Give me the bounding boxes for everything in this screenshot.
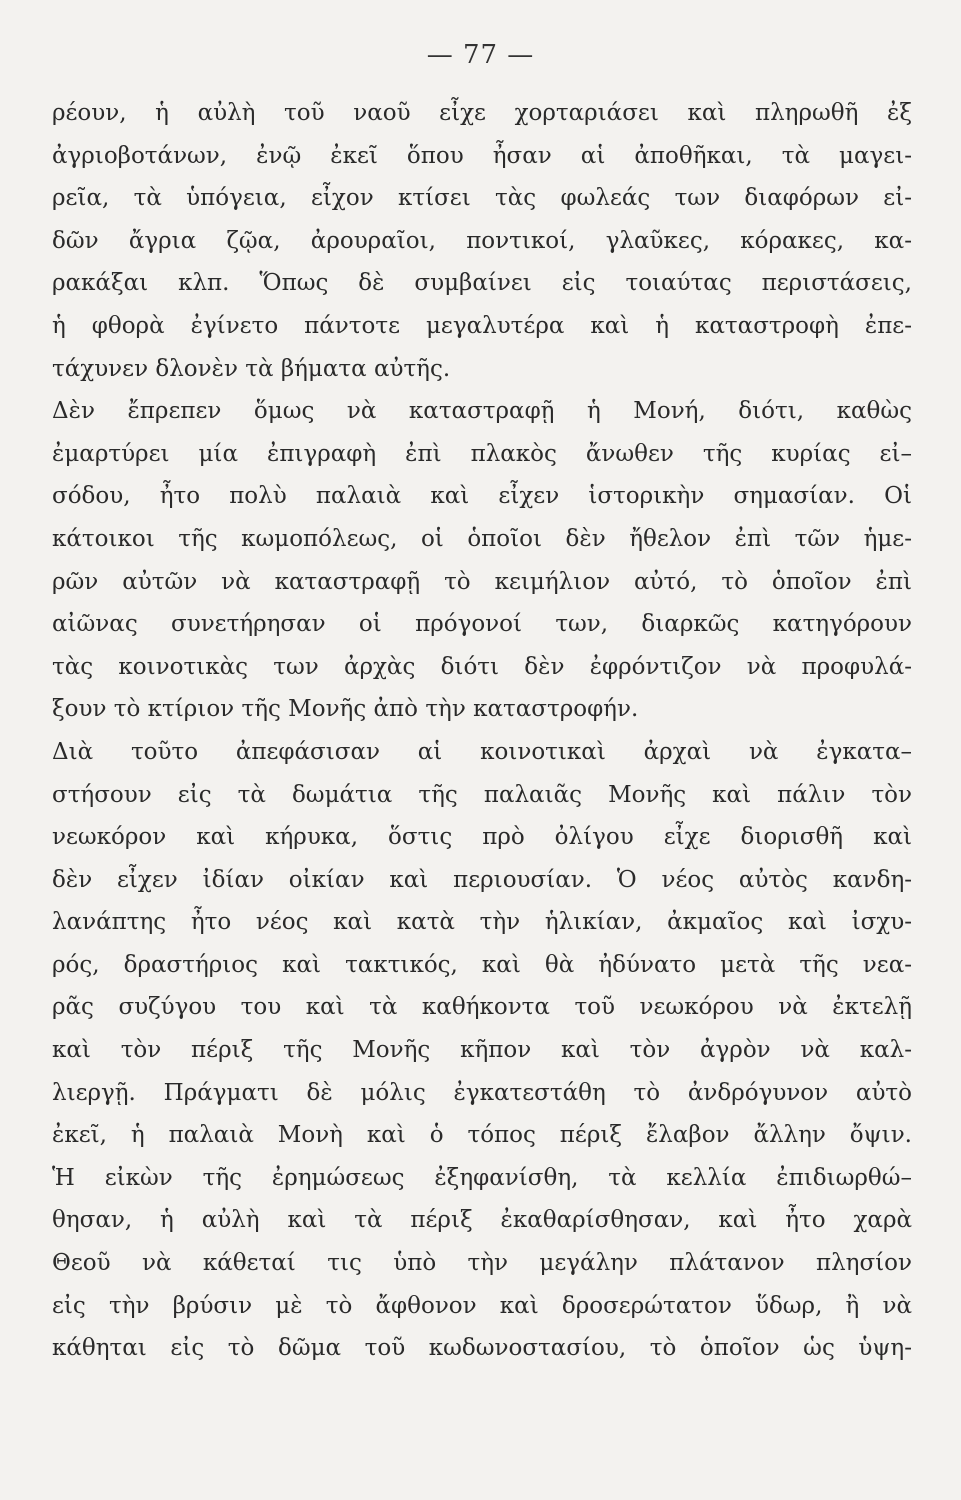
text-line: ἐκεῖ, ἡ παλαιὰ Μονὴ καὶ ὁ τόπος πέριξ ἔλαβον ἄλλην ὄψιν. [52, 1122, 912, 1149]
text-line: εἰς τὴν βρύσιν μὲ τὸ ἄφθονον καὶ δροσερώτατον ὕδωρ, ἢ νὰ [52, 1292, 912, 1319]
text-line: καὶ τὸν πέριξ τῆς Μονῆς κῆπον καὶ τὸν ἀγρὸν νὰ καλ- [52, 1037, 912, 1064]
text-line: ρῶν αὐτῶν νὰ καταστραφῇ τὸ κειμήλιον αὐτό, τὸ ὁποῖον ἐπὶ [52, 568, 912, 595]
text-line: κάτοικοι τῆς κωμοπόλεως, οἱ ὁποῖοι δὲν ἤθελον ἐπὶ τῶν ἡμε- [52, 525, 912, 552]
text-line: σόδου, ἦτο πολὺ παλαιὰ καὶ εἶχεν ἱστορικὴν σημασίαν. Οἱ [52, 483, 912, 510]
page-number: — 77 — [426, 40, 535, 70]
text-line: Δὲν ἔπρεπεν ὅμως νὰ καταστραφῇ ἡ Μονή, διότι, καθὼς [52, 398, 912, 425]
text-line: τὰς κοινοτικὰς των ἀρχὰς διότι δὲν ἐφρόντιζον νὰ προφυλά- [52, 653, 912, 680]
text-line: Ἡ εἰκὼν τῆς ἐρημώσεως ἐξηφανίσθη, τὰ κελλία ἐπιδιωρθώ– [52, 1164, 912, 1191]
text-line: κάθηται εἰς τὸ δῶμα τοῦ κωδωνοστασίου, τὸ ὁποῖον ὡς ὑψη- [52, 1335, 912, 1362]
text-line: στήσουν εἰς τὰ δωμάτια τῆς παλαιᾶς Μονῆς καὶ πάλιν τὸν [52, 781, 912, 808]
text-line: ἐμαρτύρει μία ἐπιγραφὴ ἐπὶ πλακὸς ἄνωθεν τῆς κυρίας εἰ– [52, 440, 912, 467]
text-line: ξουν τὸ κτίριον τῆς Μονῆς ἀπὸ τὴν καταστροφήν. [52, 696, 639, 723]
text-line: ρέουν, ἡ αὐλὴ τοῦ ναοῦ εἶχε χορταριάσει καὶ πληρωθῆ ἐξ [52, 100, 912, 126]
text-line: ρᾶς συζύγου του καὶ τὰ καθήκοντα τοῦ νεωκόρου νὰ ἐκτελῇ [52, 994, 912, 1021]
text-line: Διὰ τοῦτο ἀπεφάσισαν αἱ κοινοτικαὶ ἀρχαὶ νὰ ἐγκατα– [52, 738, 912, 765]
text-line: λανάπτης ἦτο νέος καὶ κατὰ τὴν ἡλικίαν, ἀκμαῖος καὶ ἰσχυ- [52, 909, 912, 936]
text-line: Θεοῦ νὰ κάθεταί τις ὑπὸ τὴν μεγάλην πλάτανον πλησίον [52, 1250, 912, 1277]
text-line: ρεῖα, τὰ ὑπόγεια, εἶχον κτίσει τὰς φωλεάς των διαφόρων εἰ- [52, 185, 912, 212]
text-line: ρακάξαι κλπ. Ὅπως δὲ συμβαίνει εἰς τοιαύτας περιστάσεις, [52, 270, 912, 297]
text-line: αἰῶνας συνετήρησαν οἱ πρόγονοί των, διαρκῶς κατηγόρουν [52, 611, 912, 638]
text-line: ρός, δραστήριος καὶ τακτικός, καὶ θὰ ἠδύνατο μετὰ τῆς νεα- [52, 951, 912, 978]
text-line: τάχυνεν δλονὲν τὰ βήματα αὐτῆς. [52, 355, 451, 382]
text-line: ἡ φθορὰ ἐγίνετο πάντοτε μεγαλυτέρα καὶ ἡ καταστροφὴ ἐπε- [52, 312, 912, 339]
text-line: ἀγριοβοτάνων, ἐνῷ ἐκεῖ ὅπου ἦσαν αἱ ἀποθῆκαι, τὰ μαγει- [52, 142, 912, 169]
text-line: νεωκόρον καὶ κήρυκα, ὅστις πρὸ ὀλίγου εἶχε διορισθῆ καὶ [52, 824, 912, 851]
body-text [52, 92, 912, 1370]
text-line: λιεργῇ. Πράγματι δὲ μόλις ἐγκατεστάθη τὸ ἀνδρόγυνον αὐτὸ [52, 1079, 912, 1106]
text-line: θησαν, ἡ αὐλὴ καὶ τὰ πέριξ ἐκαθαρίσθησαν, καὶ ἦτο χαρὰ [52, 1207, 912, 1234]
text-line: δῶν ἄγρια ζῷα, ἀρουραῖοι, ποντικοί, γλαῦκες, κόρακες, κα- [52, 227, 912, 254]
text-line: δὲν εἶχεν ἰδίαν οἰκίαν καὶ περιουσίαν. Ὁ νέος αὐτὸς κανδη- [52, 866, 912, 893]
